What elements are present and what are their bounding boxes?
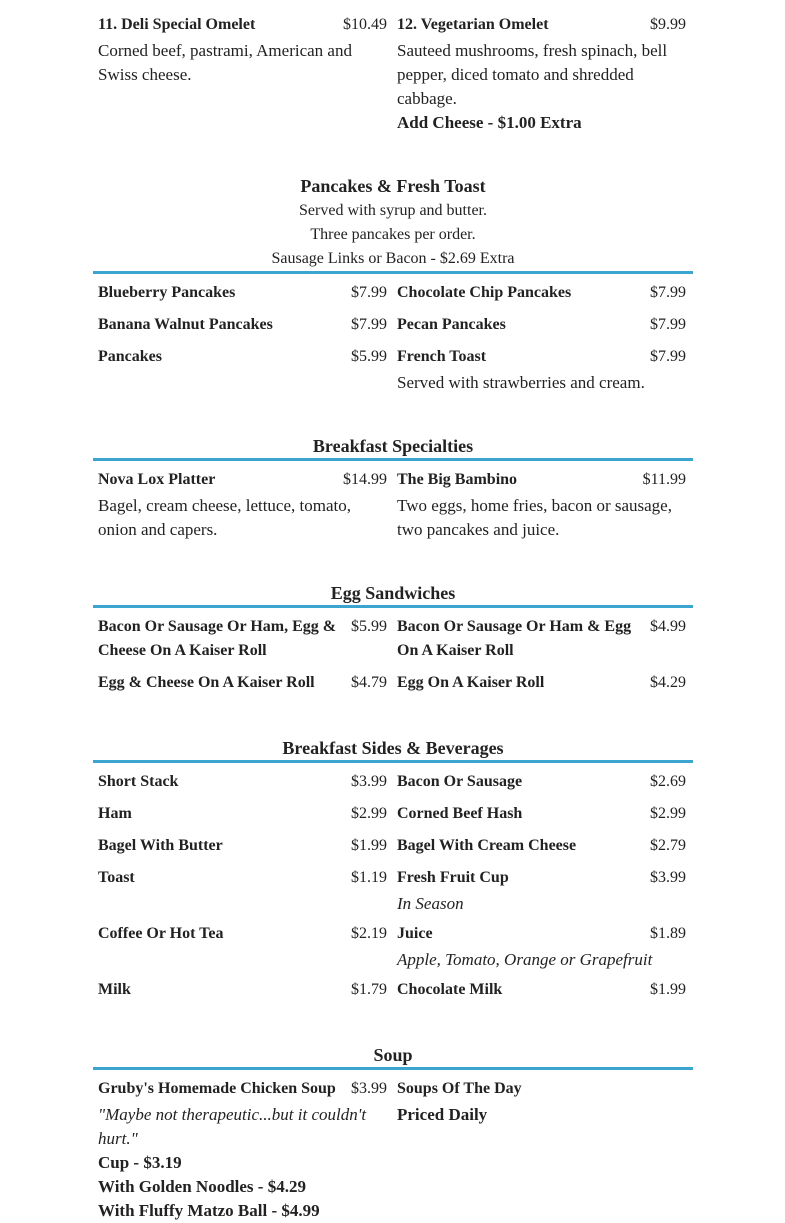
menu-item bbox=[397, 1077, 686, 1127]
item-name: Ham bbox=[98, 805, 132, 822]
item-name: Banana Walnut Pancakes bbox=[98, 316, 273, 333]
menu-item bbox=[397, 802, 686, 826]
item-price: $7.99 bbox=[650, 316, 686, 333]
item-name: Bagel With Butter bbox=[98, 837, 223, 854]
item-price: $2.99 bbox=[650, 805, 686, 822]
item-name: Pancakes bbox=[98, 348, 162, 365]
menu-item bbox=[397, 13, 686, 135]
item-name: Bacon Or Sausage Or Ham & Egg On A Kaiser Roll bbox=[397, 618, 632, 659]
section-note: Sausage Links or Bacon - $2.69 Extra bbox=[271, 250, 515, 267]
menu-item bbox=[397, 922, 686, 972]
item-price: $7.99 bbox=[351, 316, 387, 333]
item-price: $1.79 bbox=[351, 981, 387, 998]
item-price: $7.99 bbox=[650, 284, 686, 301]
item-name: Soups Of The Day bbox=[397, 1080, 522, 1097]
item-description: Apple, Tomato, Orange or Grapefruit bbox=[397, 950, 653, 969]
item-extra: Priced Daily bbox=[397, 1105, 488, 1124]
section-divider bbox=[93, 605, 693, 608]
item-name: Corned Beef Hash bbox=[397, 805, 523, 822]
item-price: $1.19 bbox=[351, 869, 387, 886]
item-price: $2.79 bbox=[650, 837, 686, 854]
item-name: The Big Bambino bbox=[397, 471, 518, 488]
item-price: $1.99 bbox=[650, 981, 686, 998]
item-name: Blueberry Pancakes bbox=[98, 284, 236, 301]
item-name: Short Stack bbox=[98, 773, 179, 790]
menu-item bbox=[98, 866, 387, 890]
item-price: $1.99 bbox=[351, 837, 387, 854]
menu-item bbox=[397, 281, 686, 305]
section-divider bbox=[93, 458, 693, 461]
menu-item bbox=[98, 615, 387, 663]
item-price: $5.99 bbox=[351, 618, 387, 635]
item-price: $5.99 bbox=[351, 348, 387, 365]
menu-item bbox=[397, 345, 686, 395]
item-name: Bacon Or Sausage Or Ham, Egg & Cheese On A Kaiser Roll bbox=[98, 618, 337, 659]
section-title: Breakfast Specialties bbox=[312, 436, 474, 456]
menu-item bbox=[397, 313, 686, 337]
item-price: $3.99 bbox=[650, 869, 686, 886]
item-name: Egg & Cheese On A Kaiser Roll bbox=[98, 674, 315, 691]
item-name: Chocolate Milk bbox=[397, 981, 503, 998]
item-name: Pecan Pancakes bbox=[397, 316, 506, 333]
section-title: Egg Sandwiches bbox=[330, 583, 456, 603]
item-price: $9.99 bbox=[650, 16, 686, 33]
section-divider bbox=[93, 1067, 693, 1070]
menu-item bbox=[98, 1077, 387, 1223]
item-name: Milk bbox=[98, 981, 131, 998]
item-name: Bagel With Cream Cheese bbox=[397, 837, 577, 854]
item-name: Toast bbox=[98, 869, 135, 886]
menu-item bbox=[98, 671, 387, 695]
section-note: Served with syrup and butter. bbox=[299, 202, 487, 219]
item-name: Bacon Or Sausage bbox=[397, 773, 523, 790]
section-note: Three pancakes per order. bbox=[310, 226, 476, 243]
item-price: $4.99 bbox=[650, 618, 686, 635]
menu-item bbox=[397, 978, 686, 1002]
section-divider bbox=[93, 271, 693, 274]
item-description: "Maybe not therapeutic...but it couldn't hurt." bbox=[98, 1105, 367, 1148]
item-extra: With Golden Noodles - $4.29 bbox=[98, 1177, 306, 1196]
item-description: Bagel, cream cheese, lettuce, tomato, onion and capers. bbox=[98, 496, 351, 539]
item-name: 12. Vegetarian Omelet bbox=[397, 16, 549, 33]
item-name: Chocolate Chip Pancakes bbox=[397, 284, 572, 301]
menu-item bbox=[397, 866, 686, 916]
item-name: Nova Lox Platter bbox=[98, 471, 216, 488]
menu-item bbox=[98, 922, 387, 946]
item-price: $4.79 bbox=[351, 674, 387, 691]
menu-item bbox=[397, 671, 686, 695]
item-description: In Season bbox=[397, 894, 464, 913]
item-price: $1.89 bbox=[650, 925, 686, 942]
item-price: $2.69 bbox=[650, 773, 686, 790]
menu-item bbox=[98, 468, 387, 542]
item-price: $11.99 bbox=[642, 471, 686, 488]
item-price: $2.99 bbox=[351, 805, 387, 822]
item-price: $7.99 bbox=[351, 284, 387, 301]
item-name: Gruby's Homemade Chicken Soup bbox=[98, 1080, 336, 1097]
menu-item bbox=[397, 615, 686, 663]
item-price: $2.19 bbox=[351, 925, 387, 942]
menu-item bbox=[98, 281, 387, 305]
item-name: Egg On A Kaiser Roll bbox=[397, 674, 545, 691]
menu-item bbox=[98, 345, 387, 369]
item-price: $10.49 bbox=[343, 16, 387, 33]
section-title: Pancakes & Fresh Toast bbox=[300, 176, 486, 196]
menu-item bbox=[397, 834, 686, 858]
section-title: Breakfast Sides & Beverages bbox=[282, 738, 504, 758]
item-extra: Add Cheese - $1.00 Extra bbox=[397, 113, 582, 132]
item-extra: Cup - $3.19 bbox=[98, 1153, 182, 1172]
item-name: 11. Deli Special Omelet bbox=[98, 16, 256, 33]
item-price: $3.99 bbox=[351, 773, 387, 790]
item-name: Juice bbox=[397, 925, 433, 942]
menu-item bbox=[397, 468, 686, 542]
menu-item bbox=[98, 978, 387, 1002]
item-name: French Toast bbox=[397, 348, 487, 365]
section-title: Soup bbox=[373, 1045, 413, 1065]
menu-item bbox=[98, 802, 387, 826]
menu-item bbox=[98, 834, 387, 858]
item-name: Coffee Or Hot Tea bbox=[98, 925, 224, 942]
item-name: Fresh Fruit Cup bbox=[397, 869, 509, 886]
menu-item bbox=[397, 770, 686, 794]
item-price: $7.99 bbox=[650, 348, 686, 365]
item-extra: With Fluffy Matzo Ball - $4.99 bbox=[98, 1201, 320, 1220]
section-divider bbox=[93, 760, 693, 763]
item-description: Served with strawberries and cream. bbox=[397, 373, 645, 392]
menu-item bbox=[98, 770, 387, 794]
item-price: $3.99 bbox=[351, 1080, 387, 1097]
item-description: Two eggs, home fries, bacon or sausage, two pancakes and juice. bbox=[397, 496, 672, 539]
item-price: $14.99 bbox=[343, 471, 387, 488]
menu-item bbox=[98, 313, 387, 337]
menu-item bbox=[98, 13, 387, 87]
item-price: $4.29 bbox=[650, 674, 686, 691]
item-description: Corned beef, pastrami, American and Swiss cheese. bbox=[98, 41, 352, 84]
item-description: Sauteed mushrooms, fresh spinach, bell pepper, diced tomato and shredded cabbage. bbox=[397, 41, 668, 108]
